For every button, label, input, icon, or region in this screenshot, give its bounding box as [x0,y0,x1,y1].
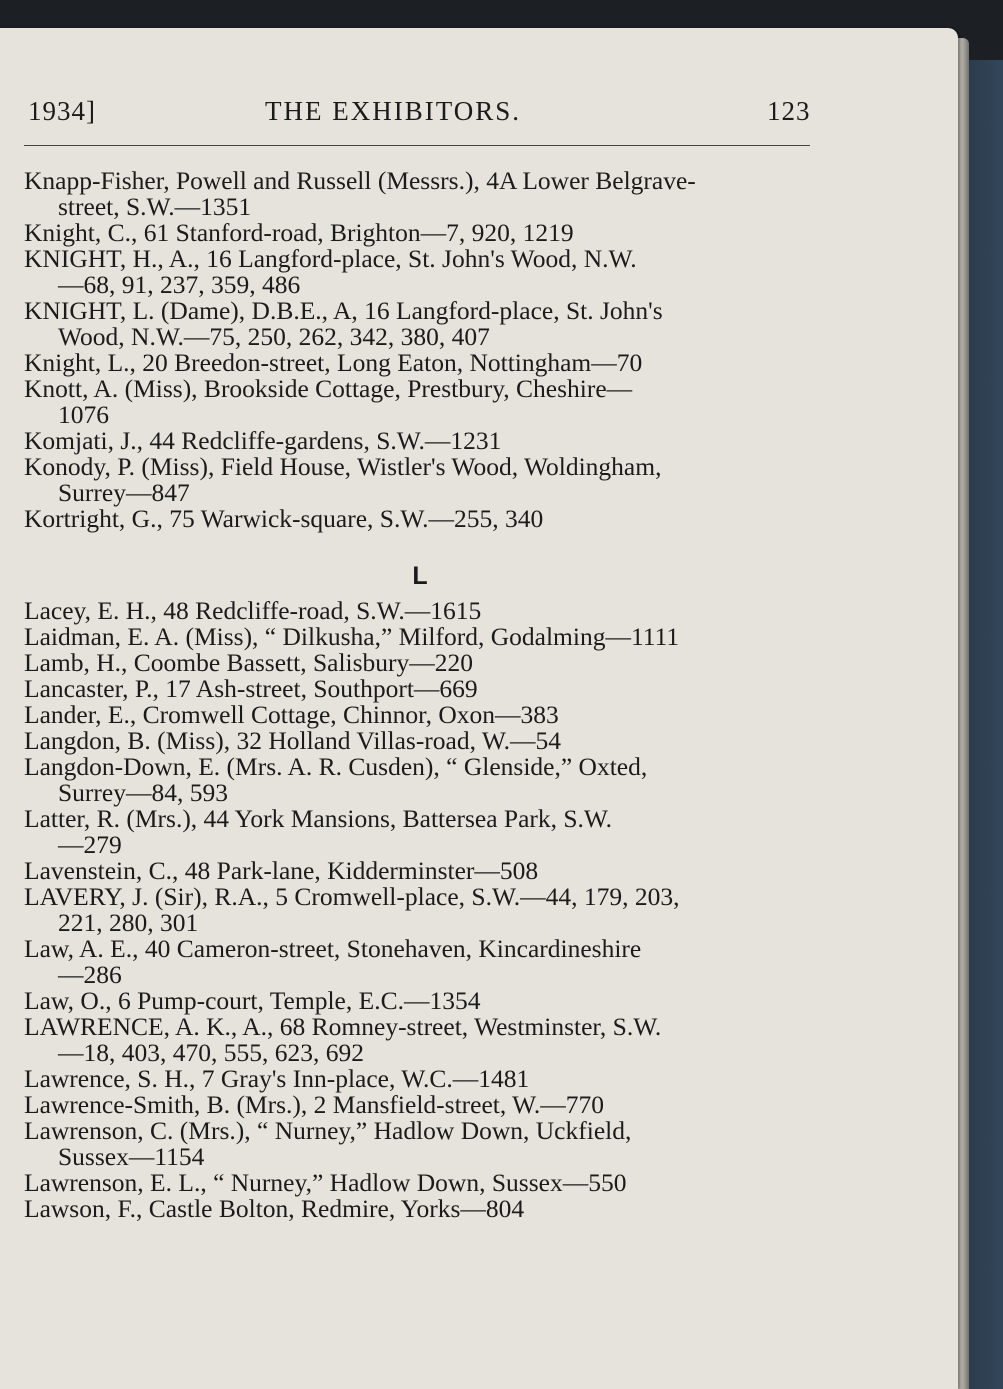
entry-line: LAWRENCE, A. K., A., 68 Romney-street, Westminster, S.W. [24,1012,662,1041]
section-letter-heading: L [412,562,428,590]
entry-line: Komjati, J., 44 Redcliffe-gardens, S.W.—1231 [24,426,502,455]
entry-line: Konody, P. (Miss), Field House, Wistler's Wood, Woldingham, [24,452,662,481]
entry-line: Knight, L., 20 Breedon-street, Long Eaton, Nottingham—70 [24,348,643,377]
exhibitor-entry [24,298,820,350]
exhibitor-entry [24,988,820,1014]
entry-line: Knight, C., 61 Stanford-road, Brighton—7, 920, 1219 [24,218,574,247]
entry-line: Knapp-Fisher, Powell and Russell (Messrs.), 4A Lower Belgrave- [24,166,696,195]
exhibitor-entry [24,1170,820,1196]
entry-line: Knott, A. (Miss), Brookside Cottage, Prestbury, Cheshire— [24,374,633,403]
exhibitor-entry [24,454,820,506]
running-head [0,96,958,132]
entry-line: Langdon-Down, E. (Mrs. A. R. Cusden), “ Glenside,” Oxted, [24,752,648,781]
page-number: 123 [767,96,811,126]
header-title: THE EXHIBITORS. [265,96,521,126]
exhibitor-entry [24,350,820,376]
exhibitor-entry [24,624,820,650]
entry-continuation: —68, 91, 237, 359, 486 [58,270,301,299]
entry-line: Lancaster, P., 17 Ash-street, Southport—669 [24,674,478,703]
exhibitor-entry [24,1118,820,1170]
exhibitor-entry [24,598,820,624]
entry-continuation: —286 [58,960,122,989]
exhibitor-entry [24,702,820,728]
entry-line: Lawson, F., Castle Bolton, Redmire, Yorks—804 [24,1194,525,1223]
entry-continuation: 221, 280, 301 [58,908,199,937]
entry-line: Lander, E., Cromwell Cottage, Chinnor, Oxon—383 [24,700,559,729]
exhibitor-entry [24,1066,820,1092]
entry-line: Lawrenson, C. (Mrs.), “ Nurney,” Hadlow Down, Uckfield, [24,1116,632,1145]
entry-continuation: street, S.W.—1351 [58,192,252,221]
entry-continuation: Surrey—84, 593 [58,778,228,807]
exhibitor-list-k [24,168,820,532]
entry-continuation: 1076 [58,400,109,429]
entry-line: KNIGHT, L. (Dame), D.B.E., A, 16 Langford-place, St. John's [24,296,663,325]
entry-line: Lavenstein, C., 48 Park-lane, Kidderminster—508 [24,856,539,885]
exhibitor-entry [24,728,820,754]
entry-line: Lawrence-Smith, B. (Mrs.), 2 Mansfield-street, W.—770 [24,1090,605,1119]
exhibitor-entry [24,754,820,806]
exhibitor-entry [24,246,820,298]
header-year: 1934] [28,96,96,126]
entry-line: LAVERY, J. (Sir), R.A., 5 Cromwell-place, S.W.—44, 179, 203, [24,882,680,911]
entry-continuation: Wood, N.W.—75, 250, 262, 342, 380, 407 [58,322,490,351]
entry-continuation: Surrey—847 [58,478,190,507]
entry-continuation: Sussex—1154 [58,1142,205,1171]
exhibitor-entry [24,428,820,454]
exhibitor-entry [24,676,820,702]
entry-line: Lawrenson, E. L., “ Nurney,” Hadlow Down, Sussex—550 [24,1168,627,1197]
entry-line: Law, O., 6 Pump-court, Temple, E.C.—1354 [24,986,481,1015]
exhibitor-entry [24,858,820,884]
exhibitor-entry [24,1196,820,1222]
entry-line: Langdon, B. (Miss), 32 Holland Villas-road, W.—54 [24,726,562,755]
entry-line: Lacey, E. H., 48 Redcliffe-road, S.W.—1615 [24,596,482,625]
header-rule [24,145,810,146]
entry-line: Latter, R. (Mrs.), 44 York Mansions, Battersea Park, S.W. [24,804,613,833]
entry-line: Lamb, H., Coombe Bassett, Salisbury—220 [24,648,474,677]
exhibitor-entry [24,650,820,676]
exhibitor-list-l [24,598,820,1222]
entry-line: Kortright, G., 75 Warwick-square, S.W.—255, 340 [24,504,544,533]
entry-continuation: —279 [58,830,122,859]
entry-line: Law, A. E., 40 Cameron-street, Stonehaven, Kincardineshire [24,934,642,963]
entry-continuation: —18, 403, 470, 555, 623, 692 [58,1038,364,1067]
exhibitor-entry [24,220,820,246]
exhibitor-entry [24,506,820,532]
exhibitor-entry [24,168,820,220]
entry-line: Lawrence, S. H., 7 Gray's Inn-place, W.C.—1481 [24,1064,530,1093]
exhibitor-entry [24,936,820,988]
entry-line: Laidman, E. A. (Miss), “ Dilkusha,” Milford, Godalming—1111 [24,622,680,651]
exhibitor-entry [24,884,820,936]
exhibitor-entry [24,376,820,428]
background-strip [966,60,1003,1389]
entry-line: KNIGHT, H., A., 16 Langford-place, St. John's Wood, N.W. [24,244,637,273]
exhibitor-entry [24,1014,820,1066]
exhibitor-entry [24,1092,820,1118]
exhibitor-entry [24,806,820,858]
